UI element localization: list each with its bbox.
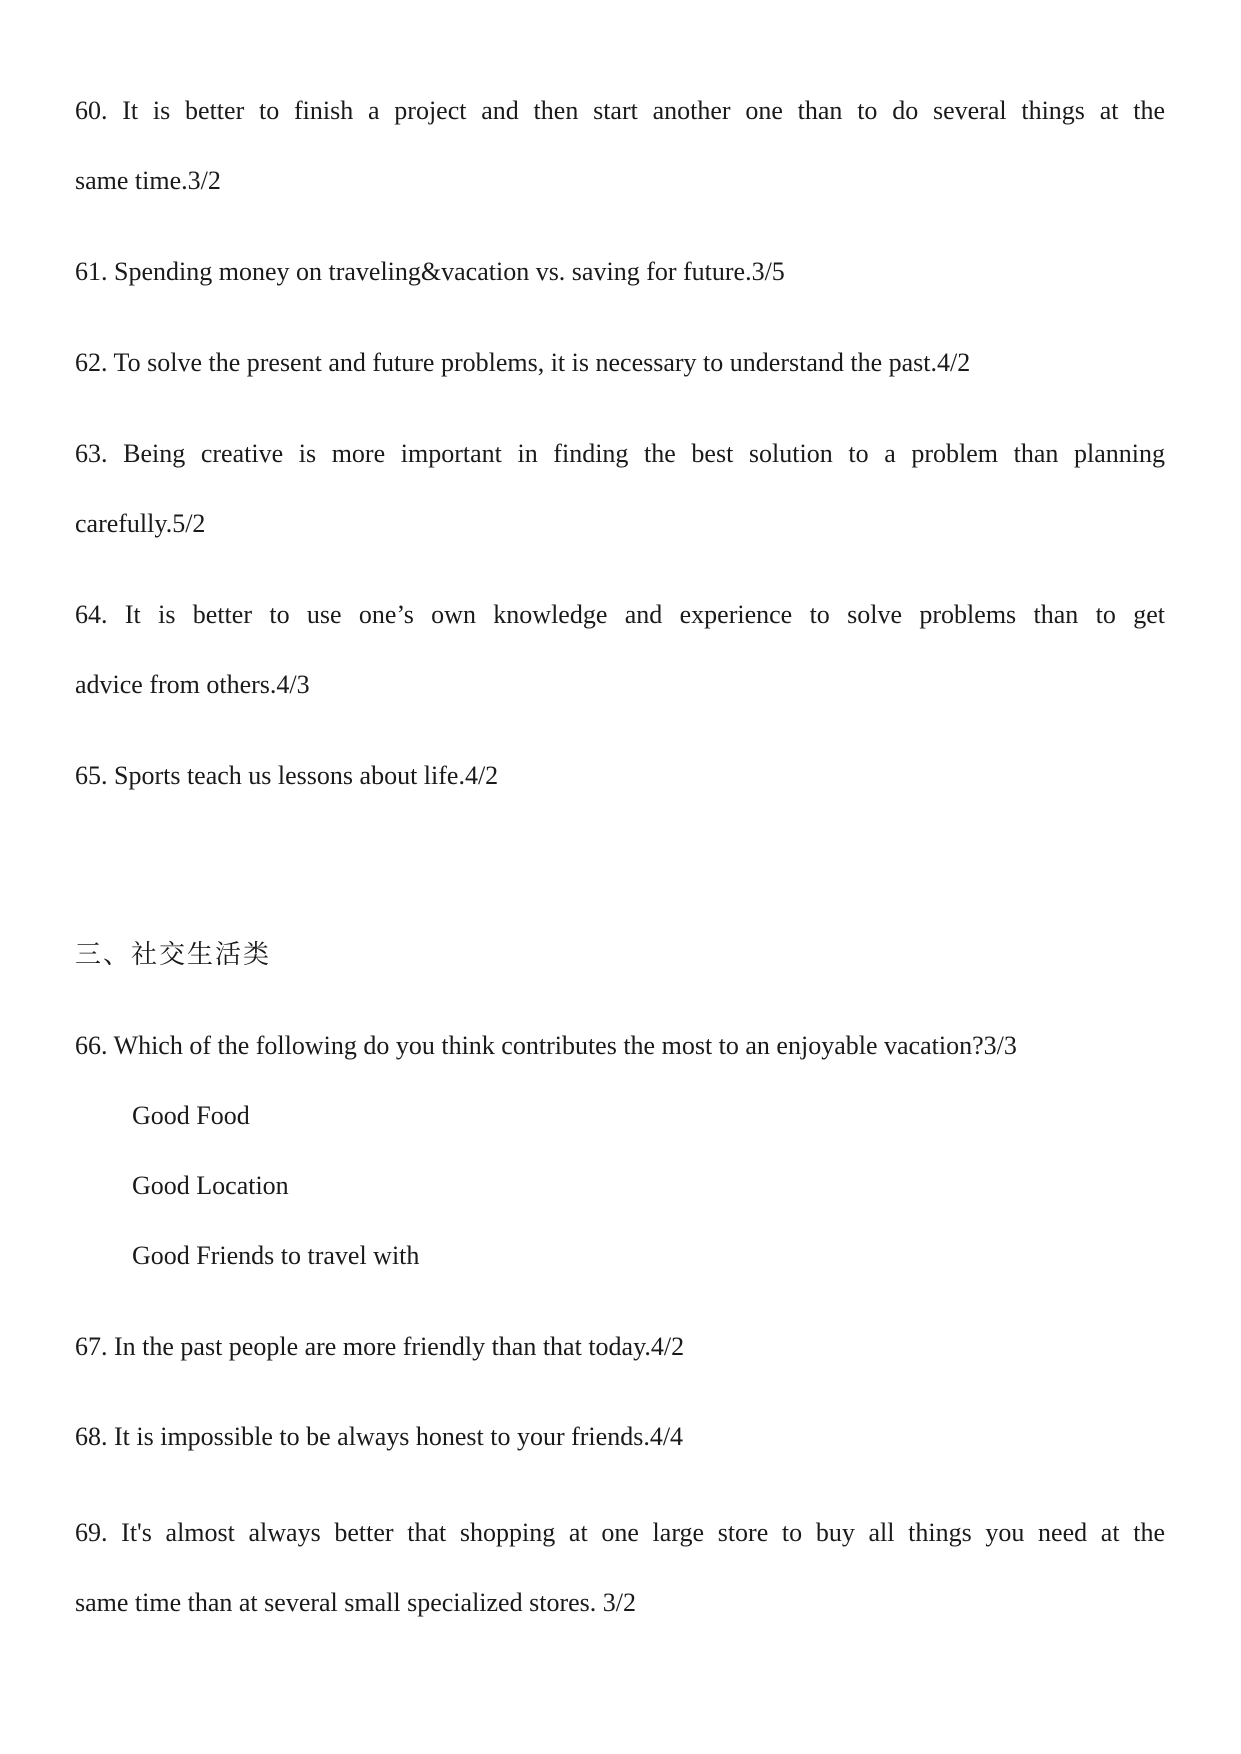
question-60-line-2: same time.3/2: [75, 166, 221, 195]
question-66: 66. Which of the following do you think contributes the most to an enjoyable vacation?3/3: [75, 1031, 1017, 1060]
question-66-option-1: Good Food: [132, 1101, 250, 1130]
question-68: 68. It is impossible to be always honest to your friends.4/4: [75, 1422, 684, 1451]
question-60-line-1: 60. It is better to finish a project and then start another one than to do several things at the: [75, 96, 1165, 125]
question-63-line-2: carefully.5/2: [75, 509, 206, 538]
question-64-line-1: 64. It is better to use one’s own knowledge and experience to solve problems than to get: [75, 600, 1165, 629]
question-69-line-2: same time than at several small specialized stores. 3/2: [75, 1588, 636, 1617]
question-61: 61. Spending money on traveling&vacation vs. saving for future.3/5: [75, 257, 785, 286]
question-65: 65. Sports teach us lessons about life.4/2: [75, 761, 499, 790]
question-66-option-3: Good Friends to travel with: [132, 1241, 420, 1270]
question-62: 62. To solve the present and future problems, it is necessary to understand the past.4/2: [75, 348, 971, 377]
question-63-line-1: 63. Being creative is more important in finding the best solution to a problem than planning: [75, 439, 1165, 468]
section-heading: 三、社交生活类: [75, 940, 272, 970]
question-64-line-2: advice from others.4/3: [75, 670, 310, 699]
question-67: 67. In the past people are more friendly than that today.4/2: [75, 1332, 685, 1361]
question-69-line-1: 69. It's almost always better that shopping at one large store to buy all things you need at the: [75, 1518, 1165, 1547]
question-66-option-2: Good Location: [132, 1171, 289, 1200]
